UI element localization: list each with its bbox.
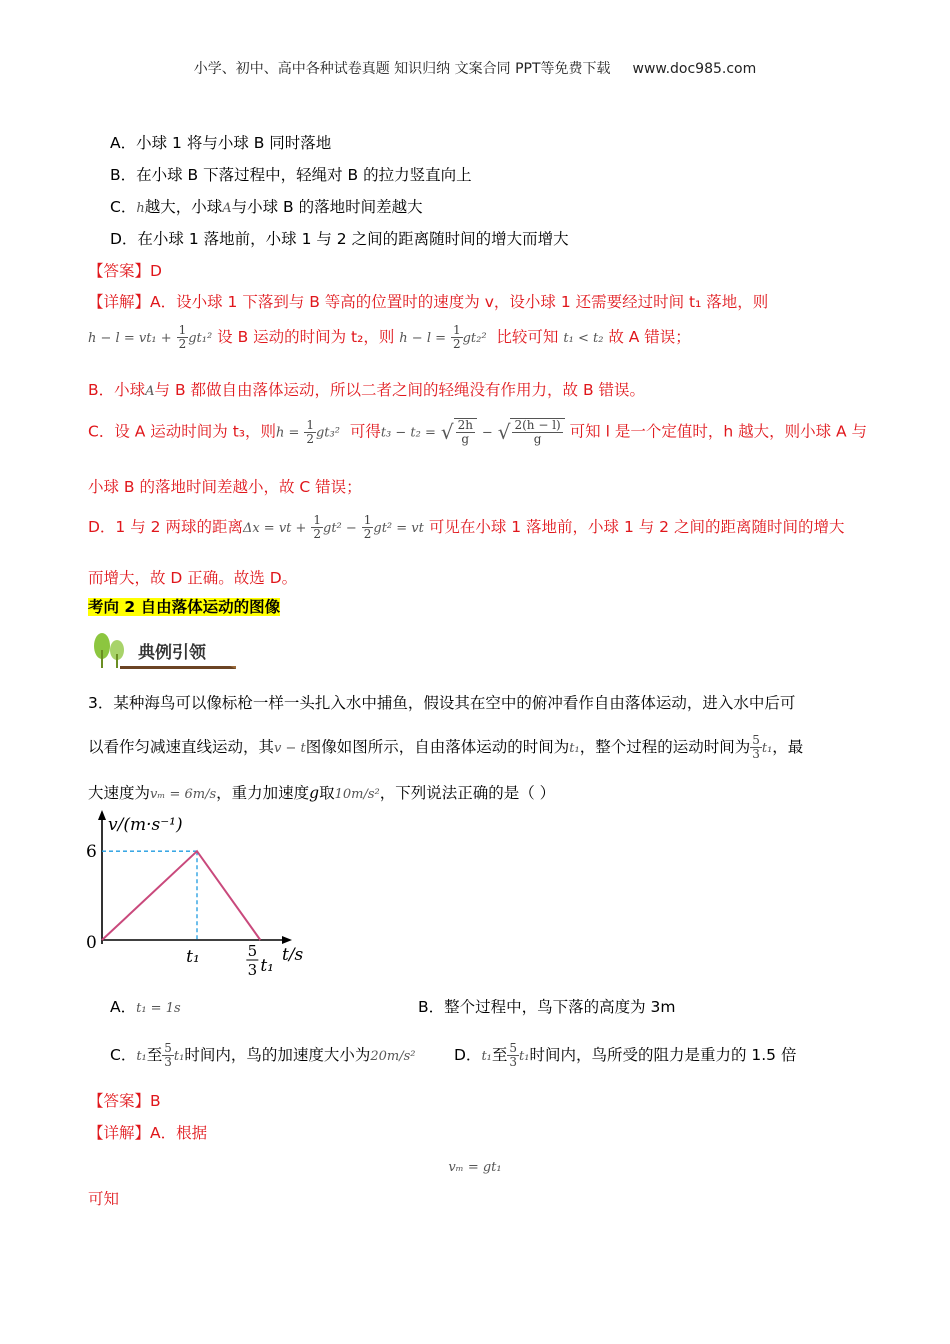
x-axis-label: t/s xyxy=(282,945,304,965)
q2-option-a: A．小球 1 将与小球 B 同时落地 xyxy=(110,134,332,152)
y-axis-arrow xyxy=(98,810,106,820)
velocity-series-line xyxy=(102,851,260,940)
q2-explanation-line-1: 【详解】A．设小球 1 下落到与 B 等高的位置时的速度为 v，设小球 1 还需要经过时间 t₁ 落地，则 xyxy=(88,293,769,311)
header-text: 小学、初中、高中各种试卷真题 知识归纳 文案合同 PPT等免费下载 xyxy=(193,61,611,77)
q3-explanation-line-2: 可知 xyxy=(88,1190,120,1208)
q3-option-d: D．t₁至 $\frac{5}{3}$ t₁时间内，鸟所受的阻力是重力的 1.5 倍 xyxy=(454,1041,797,1069)
q2-option-c: C．h越大，小球A与小球 B 的落地时间差越大 xyxy=(110,198,423,216)
q3-formula: vₘ = gt₁ xyxy=(448,1160,502,1175)
q2-explanation-line-4: C．设 A 运动时间为 t₃，则h = $\frac{1}{2}$ gt₃² 可得t₃ − t₂ = √ $\frac{2h}{g}$ − √ $\frac{2(h - l)}{g}$ 可知 l 是一个定值时，h 越大，则小球 A 与 xyxy=(88,417,868,446)
x-tick-label-t1: t₁ xyxy=(186,947,200,967)
q2-explanation-line-5: 小球 B 的落地时间差越小，故 C 错误； xyxy=(88,478,362,496)
q2-explanation-line-2: h − l = vt₁ + $\frac{1}{2}$ gt₁² 设 B 运动的时间为 t₂，则 h − l = $\frac{1}{2}$ gt₂² 比较可知 t₁ < t₂ 故 A 错误； xyxy=(88,323,691,351)
example-badge xyxy=(90,630,236,672)
q2-option-b: B．在小球 B 下落过程中，轻绳对 B 的拉力竖直向上 xyxy=(110,166,472,184)
section-title: 考向 2 自由落体运动的图像 xyxy=(88,598,281,616)
y-tick-label: 6 xyxy=(86,842,97,863)
q3-option-c: C．t₁至 $\frac{5}{3}$ t₁时间内，鸟的加速度大小为20m/s² xyxy=(110,1041,416,1069)
x-tick-label-frac-numerator: 5 xyxy=(247,942,258,960)
vt-chart xyxy=(82,808,312,984)
x-tick-label-frac-denominator: 3 xyxy=(247,961,258,979)
x-axis-arrow xyxy=(282,936,292,944)
q2-answer: 【答案】D xyxy=(88,262,162,280)
q2-option-d: D．在小球 1 落地前，小球 1 与 2 之间的距离随时间的增大而增大 xyxy=(110,230,569,248)
y-axis-label: v/(m·s⁻¹) xyxy=(108,815,183,835)
x-tick-label-t1-second: t₁ xyxy=(260,956,274,976)
q3-option-b: B．整个过程中，鸟下落的高度为 3m xyxy=(418,998,676,1016)
badge-label: 典例引领 xyxy=(138,643,206,663)
origin-label: 0 xyxy=(86,933,97,953)
q3-stem-line-2: 以看作匀减速直线运动，其v − t图像如图所示，自由落体运动的时间为t₁，整个过程的运动时间为 $\frac{5}{3}$ t₁，最 xyxy=(88,733,804,761)
q2-explanation-line-7: 而增大，故 D 正确。故选 D。 xyxy=(88,569,298,587)
q3-answer: 【答案】B xyxy=(88,1092,161,1110)
q3-option-a: A．t₁ = 1s xyxy=(110,998,181,1016)
q3-explanation-line-1: 【详解】A．根据 xyxy=(88,1124,208,1142)
header-site-link[interactable]: www.doc985.com xyxy=(632,61,757,77)
q3-stem-line-3: 大速度为vₘ = 6m/s，重力加速度g取10m/s²，下列说法正确的是（ ） xyxy=(88,784,556,802)
page-header xyxy=(0,58,950,78)
q2-explanation-line-3: B．小球A与 B 都做自由落体运动，所以二者之间的轻绳没有作用力，故 B 错误。 xyxy=(88,381,646,399)
q2-explanation-line-6: D．1 与 2 两球的距离Δx = vt + $\frac{1}{2}$ gt² − $\frac{1}{2}$ gt² = vt 可见在小球 1 落地前，小球 1 与 2 之间的距离随时间的增大 xyxy=(88,513,845,541)
q3-stem-line-1: 3．某种海鸟可以像标枪一样一头扎入水中捕鱼，假设其在空中的俯冲看作自由落体运动，进入水中后可 xyxy=(88,694,796,712)
